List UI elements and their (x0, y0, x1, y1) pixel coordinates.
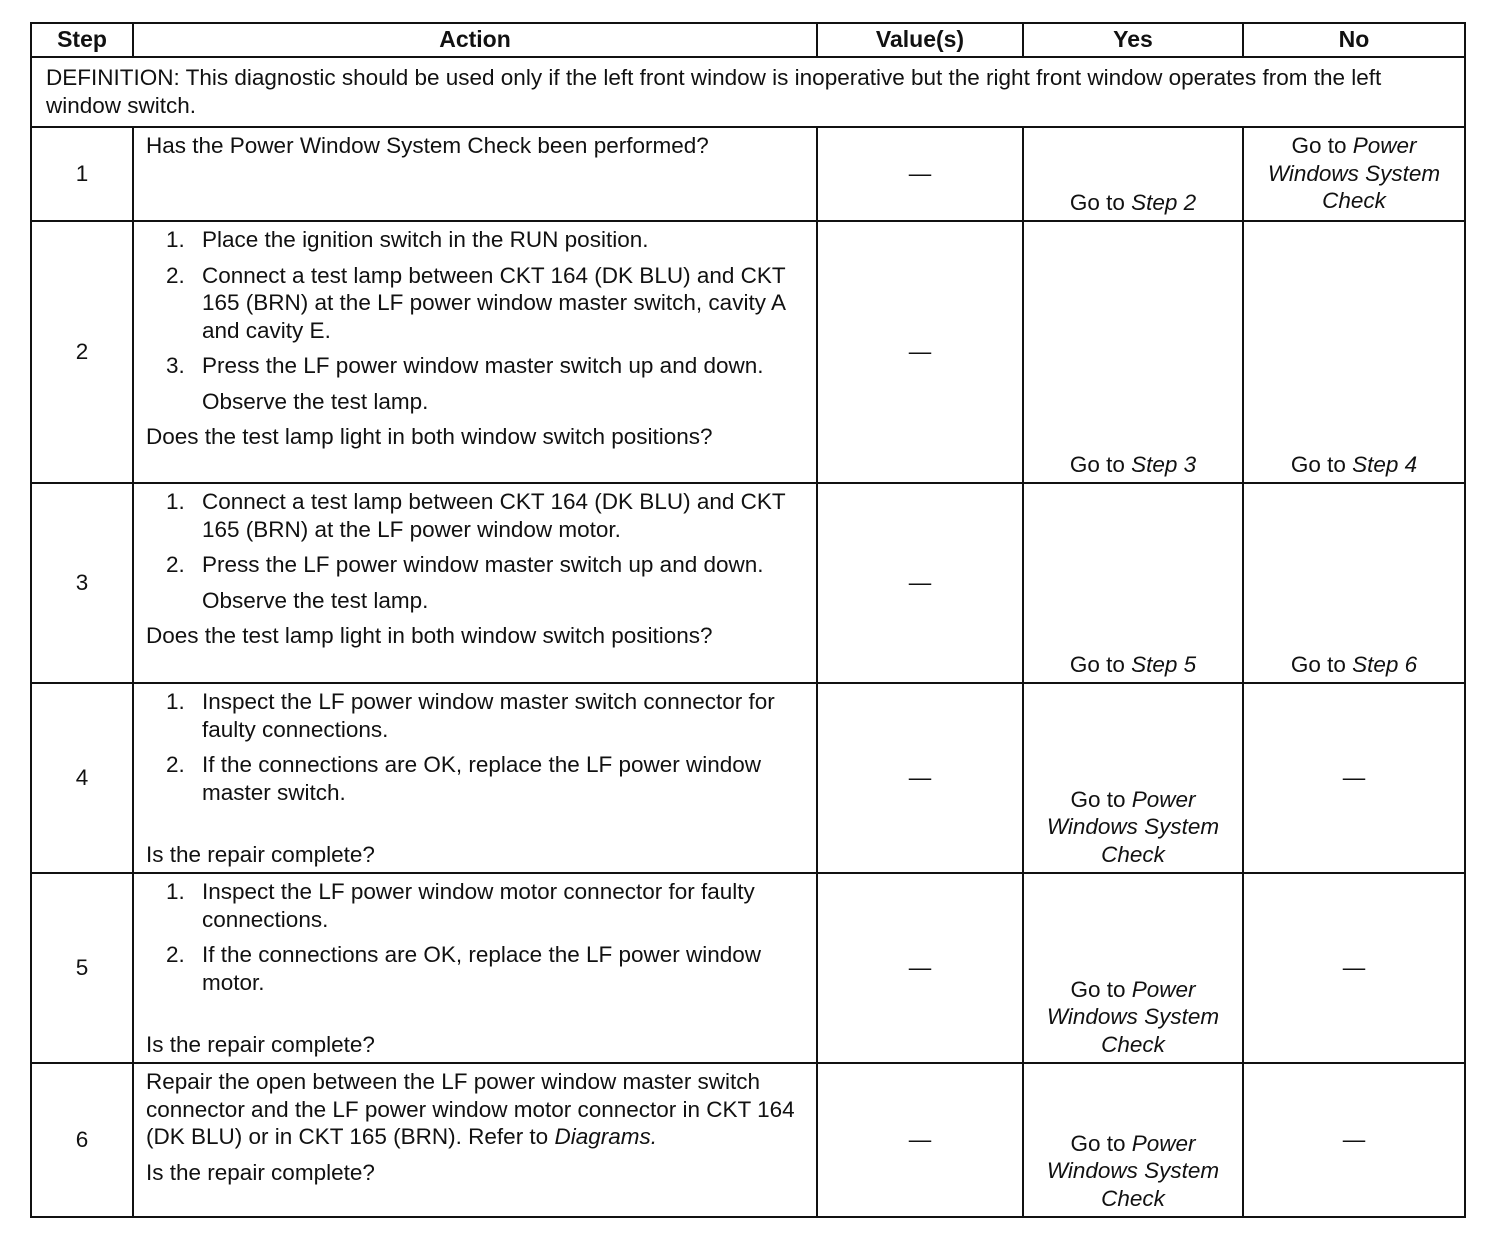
action-note: Observe the test lamp. (202, 388, 429, 414)
item-text: If the connections are OK, replace the LF power window master switch. (202, 752, 762, 805)
action-steps (146, 226, 806, 380)
goto-prefix: Go to (1070, 1130, 1126, 1156)
action-question: Does the test lamp light in both window switch positions? (146, 623, 713, 648)
item-number: 1. (166, 879, 185, 904)
no-cell (1243, 483, 1465, 683)
definition-text: DEFINITION: This diagnostic should be used only if the left front window is inoperative but the right front window operates from the left window switch. (31, 57, 1465, 127)
item-text: Connect a test lamp between CKT 164 (DK BLU) and CKT 165 (BRN) at the LF power window motor. (202, 489, 786, 542)
action-steps (146, 488, 806, 579)
table-row (31, 127, 1465, 221)
item-text: Press the LF power window master switch up and down. (202, 552, 764, 577)
action-cell (133, 483, 817, 683)
header-yes: Yes (1023, 23, 1243, 57)
action-cell (133, 683, 817, 873)
action-question: Does the test lamp light in both window switch positions? (146, 424, 713, 449)
diagrams-reference: Diagrams. (554, 1124, 657, 1149)
header-values: Value(s) (817, 23, 1023, 57)
item-text: Inspect the LF power window motor connector for faulty connections. (202, 879, 755, 932)
action-cell (133, 873, 817, 1063)
action-item (146, 226, 806, 254)
action-question: Is the repair complete? (146, 1031, 375, 1057)
header-no: No (1243, 23, 1465, 57)
no-cell (1243, 127, 1465, 221)
value-cell: — (817, 1063, 1023, 1217)
no-cell: — (1243, 1063, 1465, 1217)
definition-row (31, 57, 1465, 127)
goto-target: Step 6 (1352, 651, 1418, 677)
action-steps (146, 878, 806, 1004)
value-cell: — (817, 483, 1023, 683)
repair-text: Repair the open between the LF power window master switch connector and the LF power window motor connector in CKT 164 (DK BLU) or in CKT 165 (BRN). Refer to (146, 1069, 795, 1149)
table-row (31, 221, 1465, 483)
action-text (146, 1068, 806, 1151)
goto-target: Step 2 (1131, 189, 1197, 215)
item-number: 1. (166, 689, 185, 714)
table-row (31, 683, 1465, 873)
action-question: Is the repair complete? (146, 1159, 375, 1185)
header-step: Step (31, 23, 133, 57)
action-item (146, 551, 806, 579)
item-number: 2. (166, 942, 185, 967)
goto-prefix: Go to (1069, 189, 1125, 215)
table-row (31, 873, 1465, 1063)
action-steps (146, 688, 806, 814)
goto-prefix: Go to (1290, 651, 1346, 677)
goto-prefix: Go to (1290, 451, 1346, 477)
action-item (146, 488, 806, 543)
yes-cell (1023, 873, 1243, 1063)
step-number: 1 (31, 127, 133, 221)
goto-target: Power Windows System Check (1046, 786, 1220, 867)
item-number: 3. (166, 353, 185, 378)
value-cell: — (817, 873, 1023, 1063)
item-text: Press the LF power window master switch up and down. (202, 353, 764, 378)
value-cell: — (817, 127, 1023, 221)
item-number: 1. (166, 227, 185, 252)
yes-cell (1023, 683, 1243, 873)
goto-target: Step 3 (1131, 451, 1197, 477)
table-row (31, 1063, 1465, 1217)
goto-prefix: Go to (1069, 651, 1125, 677)
step-number: 5 (31, 873, 133, 1063)
item-number: 2. (166, 552, 185, 577)
value-cell: — (817, 221, 1023, 483)
action-item (146, 352, 806, 380)
goto-target: Power Windows System Check (1046, 976, 1220, 1057)
item-text: Inspect the LF power window master switch connector for faulty connections. (202, 689, 775, 742)
goto-prefix: Go to (1069, 451, 1125, 477)
goto-target: Step 4 (1352, 451, 1418, 477)
action-question: Is the repair complete? (146, 841, 375, 867)
no-cell: — (1243, 683, 1465, 873)
item-number: 2. (166, 752, 185, 777)
value-cell: — (817, 683, 1023, 873)
action-item (146, 262, 806, 345)
no-cell (1243, 221, 1465, 483)
action-item (146, 941, 806, 996)
action-cell (133, 127, 817, 221)
item-number: 1. (166, 489, 185, 514)
action-item (146, 688, 806, 743)
yes-cell (1023, 483, 1243, 683)
action-question: Has the Power Window System Check been performed? (146, 133, 709, 158)
no-cell: — (1243, 873, 1465, 1063)
item-text: If the connections are OK, replace the LF power window motor. (202, 942, 762, 995)
step-number: 3 (31, 483, 133, 683)
yes-cell (1023, 127, 1243, 221)
step-number: 6 (31, 1063, 133, 1217)
header-action: Action (133, 23, 817, 57)
action-note: Observe the test lamp. (202, 587, 429, 613)
action-cell (133, 1063, 817, 1217)
item-number: 2. (166, 262, 185, 288)
goto-prefix: Go to (1070, 976, 1126, 1002)
table-row (31, 483, 1465, 683)
header-row (31, 23, 1465, 57)
item-text: Connect a test lamp between CKT 164 (DK BLU) and CKT 165 (BRN) at the LF power window master switch, cavity A and cavity E. (202, 262, 786, 343)
yes-cell (1023, 221, 1243, 483)
yes-cell (1023, 1063, 1243, 1217)
action-item (146, 751, 806, 806)
action-cell (133, 221, 817, 483)
goto-prefix: Go to (1070, 786, 1126, 812)
step-number: 4 (31, 683, 133, 873)
goto-target: Power Windows System Check (1267, 133, 1441, 213)
item-text: Place the ignition switch in the RUN position. (202, 227, 649, 252)
diagnostic-table (30, 22, 1466, 1218)
goto-target: Power Windows System Check (1046, 1130, 1220, 1211)
step-number: 2 (31, 221, 133, 483)
action-item (146, 878, 806, 933)
goto-prefix: Go to (1291, 133, 1347, 158)
goto-target: Step 5 (1131, 651, 1197, 677)
